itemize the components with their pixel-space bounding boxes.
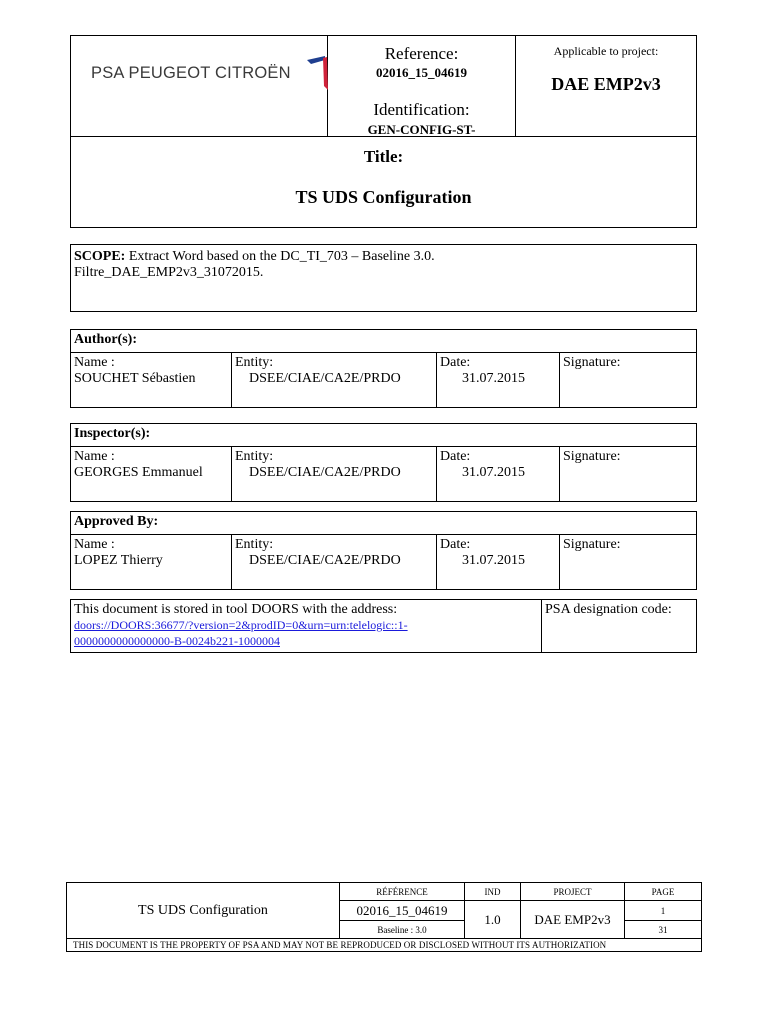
psa-logo-icon (307, 56, 329, 92)
inspectors-section-label: Inspector(s): (71, 424, 697, 447)
footer-project-header: PROJECT (521, 883, 625, 901)
inspector-signature-cell (560, 447, 697, 502)
footer-ind: 1.0 (465, 901, 521, 939)
authors-table (70, 329, 697, 408)
reference-label: Reference: (384, 44, 459, 63)
applicable-label: Applicable to project: (553, 44, 659, 58)
approver-date: 31.07.2015 (462, 553, 525, 568)
document-title: TS UDS Configuration (295, 187, 472, 207)
entity-label: Entity: (235, 537, 274, 552)
date-label: Date: (440, 537, 471, 552)
footer-page-header: PAGE (625, 883, 702, 901)
approved-section-label: Approved By: (71, 512, 697, 535)
approver-name-cell (71, 535, 232, 590)
inspector-entity-cell (232, 447, 437, 502)
document-header (70, 35, 697, 228)
author-name: SOUCHET Sébastien (74, 371, 196, 386)
doors-text: This document is stored in tool DOORS with the address: (74, 602, 398, 617)
logo-cell (71, 36, 328, 137)
date-label: Date: (440, 449, 471, 464)
name-label: Name : (74, 355, 115, 370)
inspector-name-cell (71, 447, 232, 502)
approver-name: LOPEZ Thierry (74, 553, 163, 568)
doors-link-line1[interactable]: doors://DOORS:36677/?version=2&prodID=0&urn=urn:telelogic::1- (74, 618, 408, 632)
author-entity: DSEE/CIAE/CA2E/PRDO (249, 371, 401, 386)
footer-table (66, 882, 702, 952)
footer-reference: 02016_15_04619 (340, 901, 465, 921)
project-cell (516, 36, 697, 137)
scope-box (70, 244, 697, 312)
name-label: Name : (74, 449, 115, 464)
approved-table (70, 511, 697, 590)
author-entity-cell (232, 353, 437, 408)
footer-ind-header: IND (465, 883, 521, 901)
footer-page-total: 31 (625, 921, 702, 939)
signature-label: Signature: (563, 537, 621, 552)
designation-label: PSA designation code: (545, 602, 672, 617)
footer-project: DAE EMP2v3 (521, 901, 625, 939)
identification-label: Identification: (373, 100, 470, 119)
approver-date-cell (437, 535, 560, 590)
scope-line1: Extract Word based on the DC_TI_703 – Baseline 3.0. (125, 249, 435, 264)
author-date-cell (437, 353, 560, 408)
inspector-entity: DSEE/CIAE/CA2E/PRDO (249, 465, 401, 480)
doors-link-line2[interactable]: 0000000000000000-B-0024b221-1000004 (74, 634, 280, 648)
reference-cell (328, 36, 516, 137)
approver-entity: DSEE/CIAE/CA2E/PRDO (249, 553, 401, 568)
applicable-value: DAE EMP2v3 (551, 74, 661, 94)
scope-line2: Filtre_DAE_EMP2v3_31072015. (74, 265, 264, 280)
title-label: Title: (363, 147, 404, 166)
author-signature-cell (560, 353, 697, 408)
authors-section-label: Author(s): (71, 330, 697, 353)
title-cell (71, 137, 697, 228)
inspector-date: 31.07.2015 (462, 465, 525, 480)
footer-disclaimer: THIS DOCUMENT IS THE PROPERTY OF PSA AND MAY NOT BE REPRODUCED OR DISCLOSED WITHOUT ITS AUTHORIZATION (67, 939, 702, 952)
designation-cell (542, 600, 697, 653)
entity-label: Entity: (235, 355, 274, 370)
psa-logo-text: PSA PEUGEOT CITROËN (91, 64, 291, 82)
inspectors-table (70, 423, 697, 502)
approver-entity-cell (232, 535, 437, 590)
name-label: Name : (74, 537, 115, 552)
footer-doc-title: TS UDS Configuration (67, 883, 340, 939)
author-date: 31.07.2015 (462, 371, 525, 386)
footer-baseline: Baseline : 3.0 (340, 921, 465, 939)
doors-link[interactable] (74, 618, 408, 648)
reference-value: 02016_15_04619 (376, 65, 467, 80)
signature-label: Signature: (563, 355, 621, 370)
doors-table (70, 599, 697, 653)
entity-label: Entity: (235, 449, 274, 464)
doors-address-cell (71, 600, 542, 653)
approver-signature-cell (560, 535, 697, 590)
author-name-cell (71, 353, 232, 408)
signature-label: Signature: (563, 449, 621, 464)
inspector-date-cell (437, 447, 560, 502)
footer-page: 1 (625, 901, 702, 921)
footer-ref-header: RÉFÉRENCE (340, 883, 465, 901)
identification-value: GEN-CONFIG-ST- (367, 122, 476, 137)
inspector-name: GEORGES Emmanuel (74, 465, 203, 480)
date-label: Date: (440, 355, 471, 370)
scope-label: SCOPE: (74, 249, 126, 264)
